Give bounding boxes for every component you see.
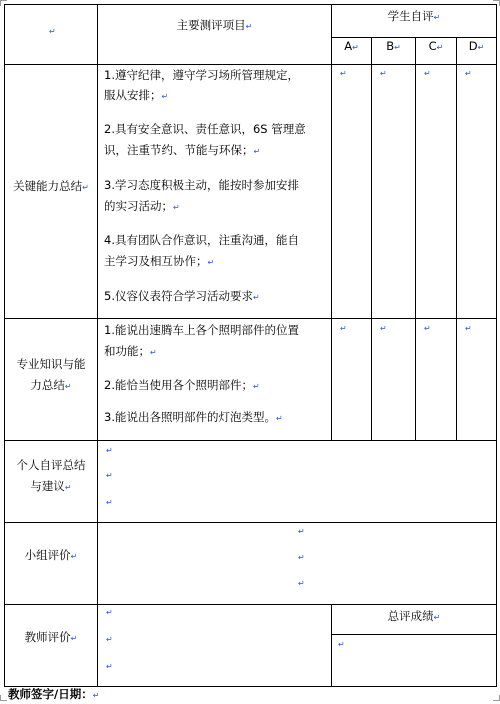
grade-a-header: A↵ (344, 39, 359, 53)
paragraph-mark: ↵ (380, 69, 387, 78)
pro-item-2: 2.能恰当使用各个照明部件；↵ (104, 378, 260, 392)
main-items-header: 主要测评项目↵ (176, 18, 253, 32)
paragraph-mark: ↵ (106, 662, 113, 671)
paragraph-mark: ↵ (424, 324, 431, 333)
column-divider (371, 37, 372, 440)
pro-item-1-line-2: 和功能；↵ (104, 344, 157, 358)
self-eval-header: 学生自评↵ (387, 9, 441, 23)
grade-c-header: C↵ (428, 39, 444, 53)
professional-label-line-2: 力总结↵ (30, 378, 72, 392)
key-item-1-line-1: 1.遵守纪律，遵守学习场所管理规定， (104, 68, 299, 82)
row-divider (4, 64, 497, 65)
key-item-4-line-1: 4.具有团队合作意识，注重沟通，能自 (104, 233, 299, 247)
professional-label-line-1: 专业知识与能 (16, 357, 86, 371)
personal-label-line-1: 个人自评总结 (16, 458, 86, 472)
column-divider (456, 37, 457, 440)
key-item-5: 5.仪容仪表符合学习活动要求↵ (104, 289, 260, 303)
teacher-comment-area[interactable] (98, 605, 331, 686)
teacher-signature-label: 教师签字/日期：↵ (8, 687, 100, 701)
paragraph-mark: ↵ (338, 640, 345, 649)
key-item-2-line-1: 2.具有安全意识、责任意识，6S 管理意 (104, 122, 306, 136)
paragraph-mark: ↵ (298, 527, 305, 536)
pro-item-1-line-1: 1.能说出速腾车上各个照明部件的位置 (104, 323, 299, 337)
paragraph-mark: ↵ (106, 498, 113, 507)
table-border-right (496, 4, 497, 687)
personal-comment-area[interactable] (98, 441, 496, 522)
grade-d-header: D↵ (468, 39, 485, 53)
table-border-left (4, 4, 5, 687)
paragraph-mark: ↵ (465, 69, 472, 78)
paragraph-mark: ↵ (106, 446, 113, 455)
grade-b-header: B↵ (386, 39, 401, 53)
key-item-3-line-2: 的实习活动；↵ (104, 199, 180, 213)
teacher-eval-label: 教师评价↵ (24, 630, 78, 644)
paragraph-mark: ↵ (380, 324, 387, 333)
group-eval-label: 小组评价↵ (24, 548, 78, 562)
row-divider (4, 318, 497, 319)
key-ability-label: 关键能力总结↵ (13, 179, 89, 193)
paragraph-mark: ↵ (106, 608, 113, 617)
paragraph-mark: ↵ (424, 69, 431, 78)
paragraph-mark: ↵ (340, 324, 347, 333)
paragraph-mark: ↵ (465, 324, 472, 333)
total-score-label: 总评成绩↵ (387, 609, 441, 623)
total-score-field[interactable] (332, 635, 496, 686)
page-corner-mark (0, 695, 7, 701)
paragraph-mark: ↵ (340, 69, 347, 78)
key-item-2-line-2: 识，注重节约、节能与环保；↵ (104, 143, 261, 157)
column-divider (331, 4, 332, 440)
key-item-3-line-1: 3.学习态度积极主动，能按时参加安排 (104, 178, 299, 192)
paragraph-mark: ↵ (298, 579, 305, 588)
paragraph-mark: ↵ (106, 635, 113, 644)
key-item-4-line-2: 主学习及相互协作；↵ (104, 254, 215, 268)
paragraph-mark: ↵ (298, 553, 305, 562)
page-corner-mark (493, 695, 500, 701)
pro-item-3: 3.能说出各照明部件的灯泡类型。↵ (104, 410, 283, 424)
paragraph-mark: ↵ (106, 471, 113, 480)
group-comment-area[interactable] (98, 523, 496, 604)
column-divider (415, 37, 416, 440)
personal-label-line-2: 与建议↵ (30, 479, 72, 493)
paragraph-mark: ↵ (49, 27, 56, 36)
table-border-top (4, 4, 497, 5)
key-item-1-line-2: 服从安排；↵ (104, 88, 169, 102)
